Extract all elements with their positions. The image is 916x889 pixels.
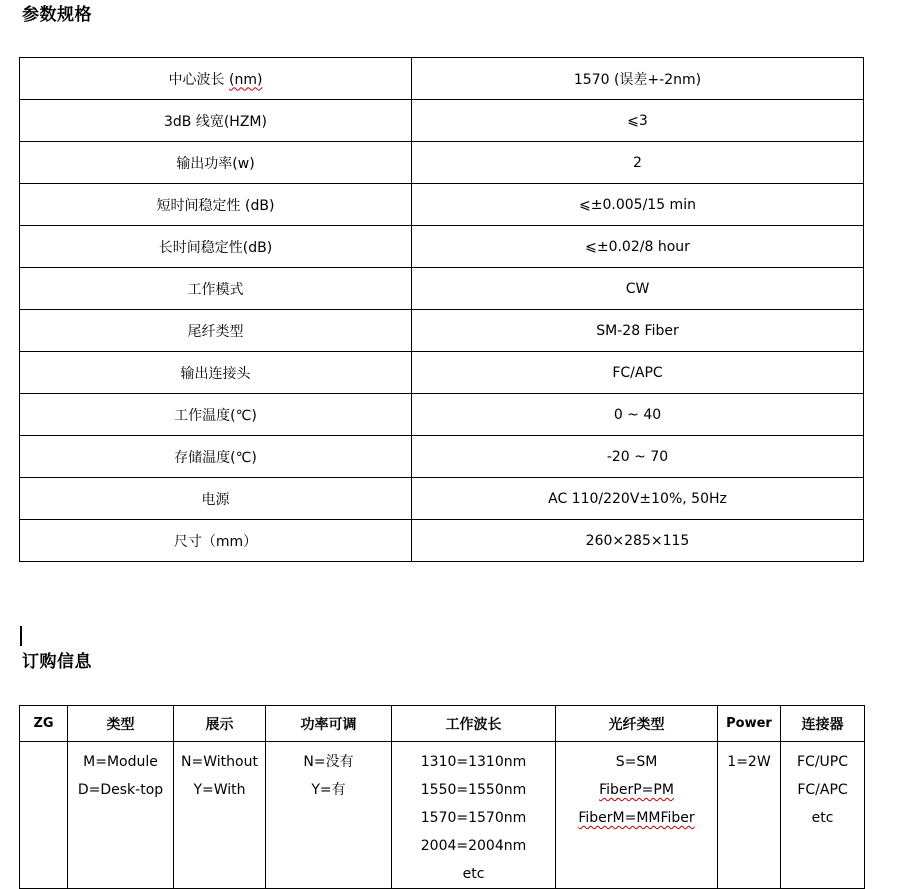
order-section-heading: 订购信息 xyxy=(22,652,92,672)
spec-row-storage-temperature xyxy=(20,436,864,478)
spec-param-cell: 工作温度(℃) xyxy=(20,394,412,436)
spec-row-operating-temperature xyxy=(20,394,864,436)
spec-param-unit: (nm) xyxy=(229,71,263,88)
header-type: 类型 xyxy=(68,706,174,742)
spec-row-center-wavelength xyxy=(20,58,864,100)
fiber-type-option: FiberM=MMFiber xyxy=(578,810,695,826)
fiber-type-option: FiberP=PM xyxy=(599,782,674,798)
spec-row-dimensions xyxy=(20,520,864,562)
type-option: D=Desk-top xyxy=(77,782,164,798)
power-option: 1=2W xyxy=(727,754,771,770)
wavelength-option: 1310=1310nm xyxy=(420,754,527,770)
wavelength-option: 2004=2004nm xyxy=(420,838,527,854)
text-cursor xyxy=(20,626,22,646)
order-table xyxy=(19,705,865,889)
spec-value-cell: FC/APC xyxy=(412,352,864,394)
connector-option: FC/UPC xyxy=(796,754,848,770)
connector-option: etc xyxy=(811,810,834,826)
spec-section-heading: 参数规格 xyxy=(22,5,92,25)
spec-param-cell: 短时间稳定性 (dB) xyxy=(20,184,412,226)
spec-value-cell: ⩽±0.02/8 hour xyxy=(412,226,864,268)
spec-param-cell: 输出功率(w) xyxy=(20,142,412,184)
power-adjustable-option: N=没有 xyxy=(303,754,354,770)
spec-param-cell: 尾纤类型 xyxy=(20,310,412,352)
wavelength-cell xyxy=(392,742,556,889)
header-power-adjustable: 功率可调 xyxy=(266,706,392,742)
fiber-type-cell xyxy=(556,742,718,889)
zg-cell xyxy=(20,742,68,889)
display-option: N=Without xyxy=(181,754,258,770)
spec-row-long-term-stability xyxy=(20,226,864,268)
display-cell xyxy=(174,742,266,889)
spec-param-cell: 长时间稳定性(dB) xyxy=(20,226,412,268)
spec-param-cell: 3dB 线宽(HZM) xyxy=(20,100,412,142)
spec-param-cell: 尺寸（mm） xyxy=(20,520,412,562)
spec-value-cell: 1570 (误差+-2nm) xyxy=(412,58,864,100)
spec-param-cell: 输出连接头 xyxy=(20,352,412,394)
spec-param-cell: 工作模式 xyxy=(20,268,412,310)
spec-row-output-connector xyxy=(20,352,864,394)
wavelength-option: 1570=1570nm xyxy=(420,810,527,826)
spec-row-power-supply xyxy=(20,478,864,520)
wavelength-option: 1550=1550nm xyxy=(420,782,527,798)
spec-value-cell: ⩽±0.005/15 min xyxy=(412,184,864,226)
spec-param-cell xyxy=(20,58,412,100)
fiber-type-option: S=SM xyxy=(615,754,658,770)
spec-value-cell: -20 ~ 70 xyxy=(412,436,864,478)
type-option: M=Module xyxy=(83,754,158,770)
spec-value-cell: 0 ~ 40 xyxy=(412,394,864,436)
order-options-row xyxy=(20,742,865,889)
spec-value-cell: 260×285×115 xyxy=(412,520,864,562)
spec-value-cell: ⩽3 xyxy=(412,100,864,142)
power-cell xyxy=(718,742,781,889)
spec-row-fiber-type xyxy=(20,310,864,352)
wavelength-option: etc xyxy=(462,866,485,882)
spec-value-cell: CW xyxy=(412,268,864,310)
spec-row-short-term-stability xyxy=(20,184,864,226)
spec-row-output-power xyxy=(20,142,864,184)
spec-value-cell: SM-28 Fiber xyxy=(412,310,864,352)
spec-row-operating-mode xyxy=(20,268,864,310)
power-adjustable-cell xyxy=(266,742,392,889)
type-cell xyxy=(68,742,174,889)
spec-row-linewidth xyxy=(20,100,864,142)
connector-option: FC/APC xyxy=(797,782,848,798)
power-adjustable-option: Y=有 xyxy=(311,782,346,798)
connector-cell xyxy=(781,742,865,889)
spec-table xyxy=(19,57,864,562)
header-connector: 连接器 xyxy=(781,706,865,742)
display-option: Y=With xyxy=(193,782,246,798)
spec-value-cell: 2 xyxy=(412,142,864,184)
header-fiber-type: 光纤类型 xyxy=(556,706,718,742)
header-display: 展示 xyxy=(174,706,266,742)
header-zg: ZG xyxy=(20,706,68,742)
order-header-row xyxy=(20,706,865,742)
spec-param-label: 中心波长 xyxy=(168,71,225,88)
spec-value-cell: AC 110/220V±10%, 50Hz xyxy=(412,478,864,520)
header-power: Power xyxy=(718,706,781,742)
header-wavelength: 工作波长 xyxy=(392,706,556,742)
spec-param-cell: 电源 xyxy=(20,478,412,520)
spec-param-cell: 存储温度(℃) xyxy=(20,436,412,478)
